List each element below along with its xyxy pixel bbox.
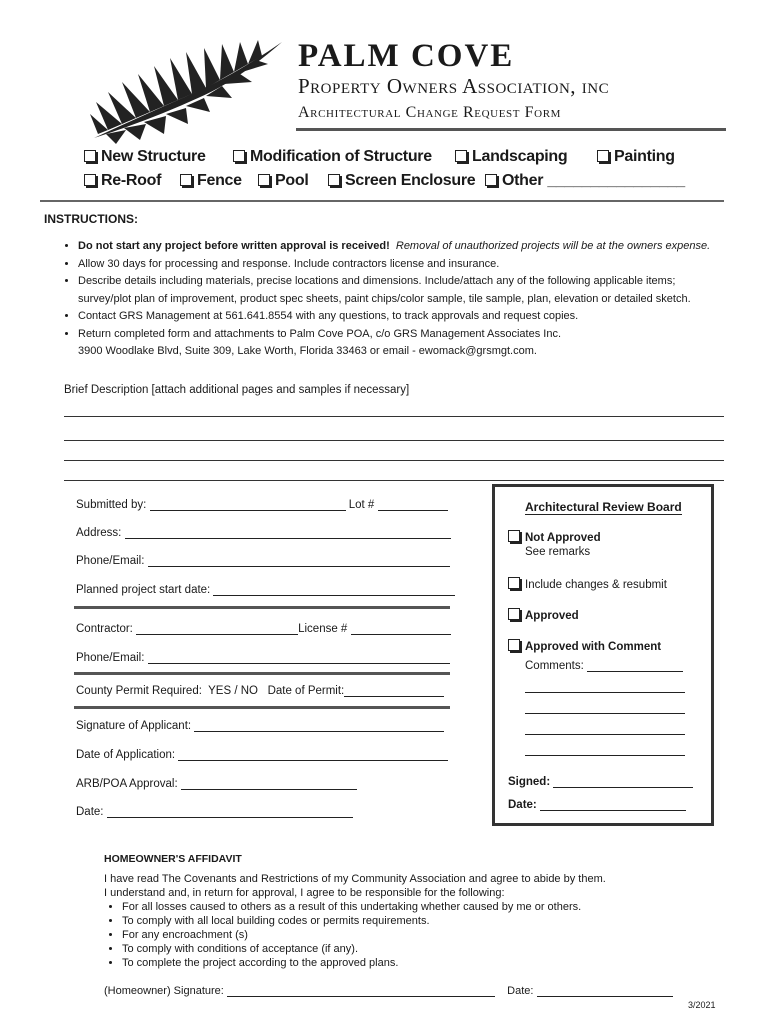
checkbox-icon (328, 174, 340, 186)
affidavit-item: • For any encroachment (s) (122, 928, 694, 942)
checkbox-icon (233, 150, 245, 162)
arb-comment-line[interactable] (525, 713, 685, 714)
county-permit-field[interactable]: County Permit Required: YES / NO Date of Permit: (76, 684, 444, 697)
arb-comments-field[interactable]: Comments: (525, 659, 683, 672)
arb-approved-comment[interactable]: Approved with Comment (508, 639, 661, 653)
section-rule (74, 706, 450, 709)
checkbox-icon (508, 530, 520, 542)
section-rule (74, 672, 450, 675)
affidavit-line: I have read The Covenants and Restrictions of my Community Association and agree to abide by them. (104, 873, 606, 885)
instructions-heading: INSTRUCTIONS: (44, 212, 138, 226)
affidavit-list (104, 900, 694, 970)
arb-approved[interactable]: Approved (508, 608, 579, 622)
arb-not-approved[interactable]: Not Approved (508, 530, 601, 544)
application-date-field[interactable]: Date of Application: (76, 748, 448, 761)
checkbox-icon (485, 174, 497, 186)
address-field[interactable]: Address: (76, 526, 451, 539)
palm-leaf-logo (86, 34, 286, 146)
option-new-structure[interactable]: New Structure (84, 148, 206, 166)
description-line[interactable] (64, 416, 724, 417)
submitted-by-field[interactable]: Submitted by: Lot # (76, 498, 448, 511)
phone-email-field[interactable]: Phone/Email: (76, 554, 450, 567)
homeowner-signature-field[interactable]: (Homeowner) Signature: Date: (104, 984, 673, 997)
affidavit-line: I understand and, in return for approval, I agree to be responsible for the following: (104, 887, 505, 899)
header-rule (296, 128, 726, 131)
affidavit-heading: HOMEOWNER'S AFFIDAVIT (104, 853, 242, 865)
option-other[interactable]: Other ________________ (485, 172, 685, 190)
approval-date-field[interactable]: Date: (76, 805, 353, 818)
org-title: PALM COVE (298, 38, 515, 74)
affidavit-item: • For all losses caused to others as a result of this undertaking whether caused by me or others. (122, 900, 694, 914)
arb-date-field[interactable]: Date: (508, 798, 686, 811)
affidavit-item: • To complete the project according to the approved plans. (122, 956, 694, 970)
contractor-phone-field[interactable]: Phone/Email: (76, 651, 450, 664)
checkbox-icon (84, 150, 96, 162)
checkbox-icon (180, 174, 192, 186)
affidavit-section (104, 852, 694, 970)
section-rule (74, 606, 450, 609)
option-screen-enclosure[interactable]: Screen Enclosure (328, 172, 475, 190)
option-modification[interactable]: Modification of Structure (233, 148, 432, 166)
option-painting[interactable]: Painting (597, 148, 675, 166)
checkbox-icon (597, 150, 609, 162)
affidavit-item: • To comply with conditions of acceptance (if any). (122, 942, 694, 956)
arb-signed-field[interactable]: Signed: (508, 775, 693, 788)
checkbox-icon (508, 608, 520, 620)
arb-comment-line[interactable] (525, 755, 685, 756)
checkbox-icon (508, 577, 520, 589)
applicant-signature-field[interactable]: Signature of Applicant: (76, 719, 444, 732)
org-subtitle: Property Owners Association, inc (298, 74, 610, 98)
option-pool[interactable]: Pool (258, 172, 308, 190)
option-landscaping[interactable]: Landscaping (455, 148, 567, 166)
start-date-field[interactable]: Planned project start date: (76, 583, 455, 596)
affidavit-item: • To comply with all local building codes or permits requirements. (122, 914, 694, 928)
instructions-list: • Do not start any project before written approval is received! Removal of unauthorized projects will be at the owners expense. • Allow 30 days for processing and response. Include contractors license and insurance. • Describe details including materials, precise locations and dimensions. Include/attach any of the following applicable items; survey/plot plan of improvement, product spec sheets, paint chips/color sample, tile sample, plan, elevation or detailed sketch. • Contact GRS Management at 561.641.8554 with any questions, to track approvals and request copies. • Return completed form and attachments to Palm Cove POA, c/o GRS Management Associates Inc. 3900 Woodlake Blvd, Suite 309, Lake Worth, Florida 33463 or email - ewomack@grsmgt.com. (62, 238, 742, 361)
arb-comment-line[interactable] (525, 734, 685, 735)
option-fence[interactable]: Fence (180, 172, 242, 190)
arb-title: Architectural Review Board (525, 500, 682, 514)
form-name: Architectural Change Request Form (298, 104, 562, 121)
form-version: 3/2021 (688, 1000, 716, 1010)
arb-approval-field[interactable]: ARB/POA Approval: (76, 777, 357, 790)
description-line[interactable] (64, 480, 724, 481)
description-label: Brief Description [attach additional pages and samples if necessary] (64, 384, 410, 396)
options-rule (40, 200, 724, 202)
arb-include-changes[interactable]: Include changes & resubmit (508, 577, 667, 591)
checkbox-icon (258, 174, 270, 186)
option-reroof[interactable]: Re-Roof (84, 172, 161, 190)
checkbox-icon (84, 174, 96, 186)
contractor-field[interactable]: Contractor: License # (76, 622, 451, 635)
description-line[interactable] (64, 460, 724, 461)
checkbox-icon (508, 639, 520, 651)
checkbox-icon (455, 150, 467, 162)
arb-see-remarks: See remarks (525, 546, 591, 558)
arb-comment-line[interactable] (525, 692, 685, 693)
description-line[interactable] (64, 440, 724, 441)
